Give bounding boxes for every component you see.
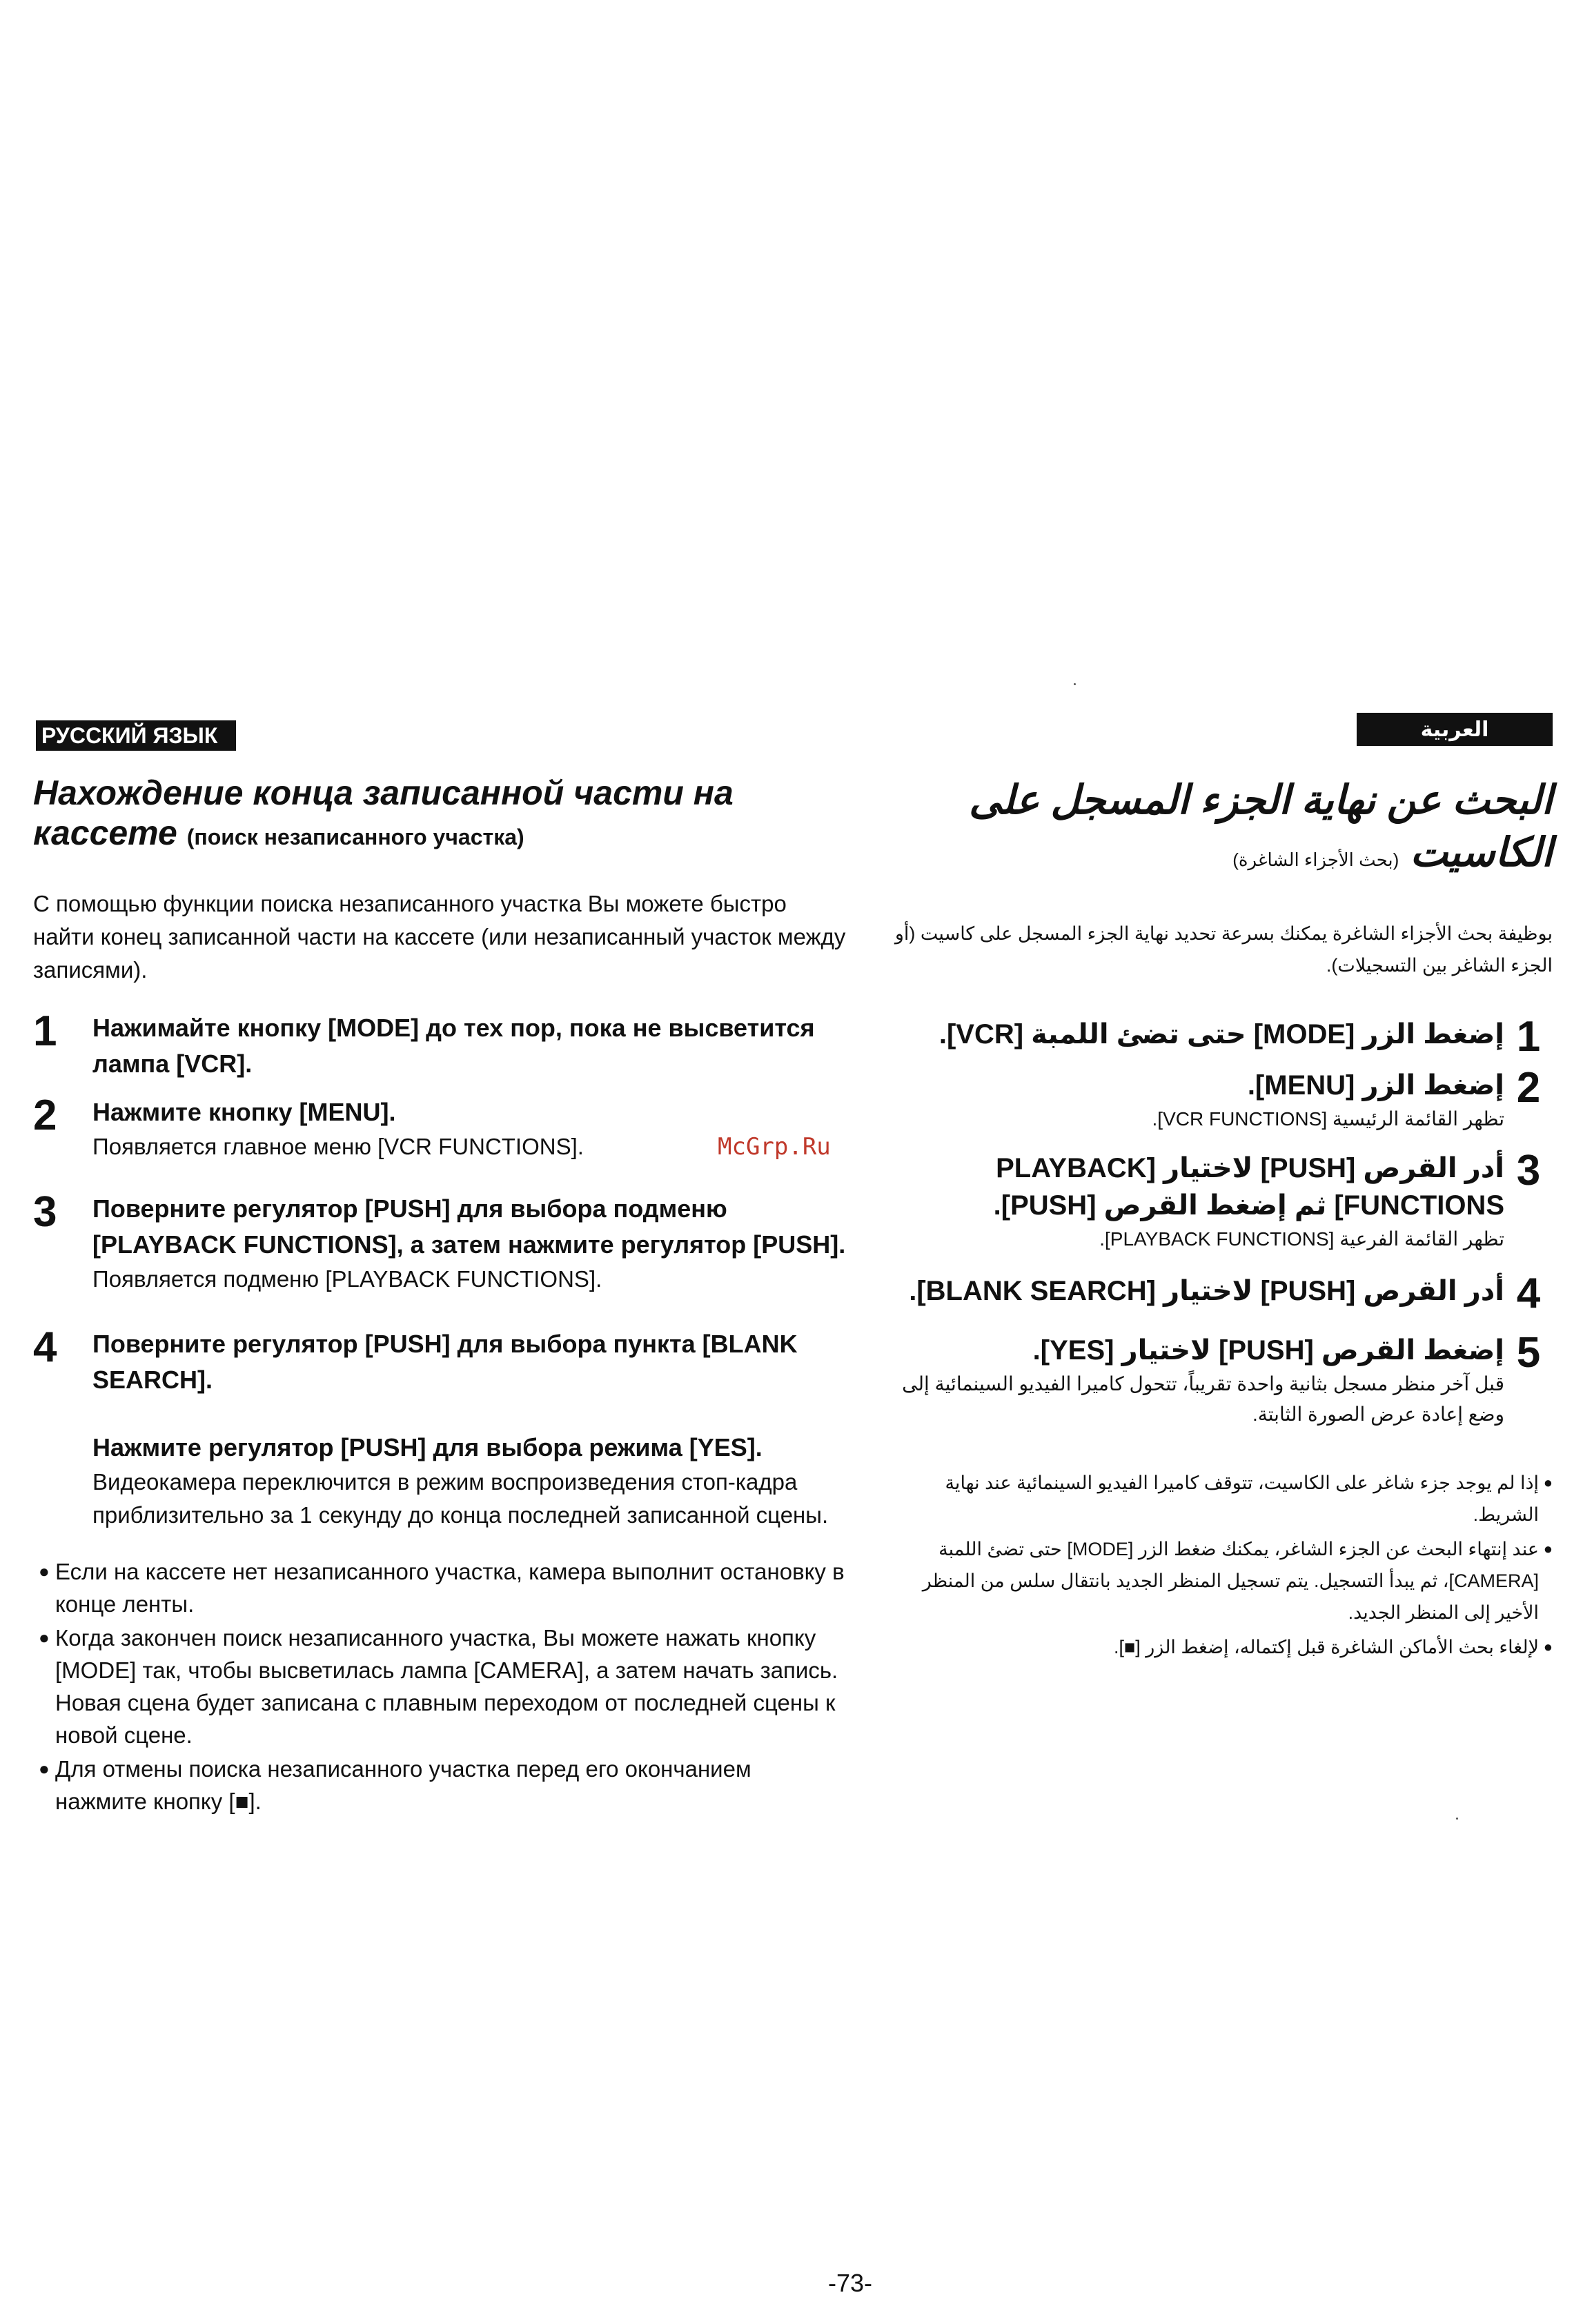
bullet-icon: ● <box>1543 1638 1553 1655</box>
russian-language-tag: РУССКИЙ ЯЗЫК <box>36 720 236 751</box>
list-item: ● إذا لم يوجد جزء شاغر على الكاسيت، تتوقف كاميرا الفيديو السينمائية عند نهاية الشريط. <box>876 1467 1553 1530</box>
step-instruction: Поверните регулятор [PUSH] для выбора пункта [BLANK SEARCH]. <box>92 1330 798 1394</box>
ru-page-title <box>33 773 847 857</box>
ru-title-text: Нахождение конца записанной части на кассете <box>33 774 734 852</box>
arabic-language-tag: العربية <box>1357 713 1553 746</box>
list-item: ● Когда закончен поиск незаписанного участка, Вы можете нажать кнопку [MODE] так, чтобы высветилась лампа [CAMERA], а затем начать запись. Новая сцена будет записана с плавным переходом от последней сцены к новой сцене. <box>39 1622 847 1751</box>
step-number: 3 <box>33 1188 57 1236</box>
step-number: 4 <box>1516 1270 1541 1317</box>
ar-step-2 <box>876 1064 1553 1134</box>
step-number: 2 <box>33 1092 57 1139</box>
page-number: -73- <box>828 2269 873 2297</box>
step-instruction: إضغط الزر [MODE] حتى تضئ اللمبة [VCR]. <box>938 1019 1504 1050</box>
step-instruction: إضغط الزر [MENU]. <box>1247 1070 1504 1101</box>
step-number: 1 <box>33 1007 57 1055</box>
step-instruction: Нажимайте кнопку [MODE] до тех пор, пока не высветится лампа [VCR]. <box>92 1014 815 1078</box>
ar-step-3 <box>876 1147 1553 1254</box>
scan-speck <box>1456 1818 1458 1820</box>
ar-title-text: البحث عن نهاية الجزء المسجل على الكاسيت <box>969 778 1553 875</box>
step-number: 5 <box>1516 1329 1541 1377</box>
watermark-text: McGrp.Ru <box>718 1133 831 1161</box>
step-number: 3 <box>1516 1147 1541 1194</box>
bullet-icon: ● <box>1543 1540 1553 1557</box>
step-instruction: أدر القرص [PUSH] لاختيار [PLAYBACK FUNCTIONS] ثم إضغط القرص [PUSH]. <box>993 1153 1504 1221</box>
ru-step-4 <box>33 1323 847 1532</box>
ar-step-4 <box>876 1272 1553 1315</box>
ar-page-title <box>876 774 1553 886</box>
step-instruction: Нажмите кнопку [MENU]. <box>92 1098 396 1126</box>
ar-intro-text: بوظيفة بحث الأجزاء الشاغرة يمكنك بسرعة تحديد نهاية الجزء المسجل على كاسيت (أو الجزء الشاغر بين التسجيلات). <box>894 923 1553 976</box>
bullet-icon: ● <box>39 1561 50 1582</box>
russian-column <box>33 773 847 1819</box>
ar-notes-list <box>876 1467 1553 1663</box>
step-note: قبل آخر منظر مسجل بثانية واحدة تقريباً، تتحول كاميرا الفيديو السينمائية إلى وضع إعادة عرض الصورة الثابتة. <box>902 1373 1504 1425</box>
step-number: 2 <box>1516 1064 1541 1112</box>
list-item: ● لإلغاء بحث الأماكن الشاغرة قبل إكتماله، إضغط الزر [■]. <box>876 1631 1553 1663</box>
step-instruction: إضغط القرص [PUSH] لاختيار [YES]. <box>1032 1335 1504 1366</box>
ru-notes-list <box>33 1555 847 1818</box>
step-instruction: Поверните регулятор [PUSH] для выбора подменю [PLAYBACK FUNCTIONS], а затем нажмите регулятор [PUSH]. <box>92 1194 846 1259</box>
scan-speck <box>1074 683 1076 685</box>
step-number: 4 <box>33 1323 57 1371</box>
ru-step-3 <box>33 1188 847 1296</box>
step-note: Видеокамера переключится в режим воспроизведения стоп-кадра приблизительно за 1 секунду до конца последней записанной сцены. <box>92 1469 829 1528</box>
ar-step-5 <box>876 1329 1553 1430</box>
bullet-icon: ● <box>1543 1474 1553 1491</box>
list-item: ● Для отмены поиска незаписанного участка перед его окончанием нажмите кнопку [■]. <box>39 1753 847 1818</box>
step-number: 1 <box>1516 1013 1541 1061</box>
ar-subtitle: (بحث الأجزاء الشاغرة) <box>1232 849 1399 870</box>
ru-subtitle: (поиск незаписанного участка) <box>186 825 524 849</box>
bullet-icon: ● <box>39 1758 50 1779</box>
step-instruction-secondary: Нажмите регулятор [PUSH] для выбора режима [YES]. <box>92 1433 763 1461</box>
ru-intro-text: С помощью функции поиска незаписанного участка Вы можете быстро найти конец записанной части на кассете (или незаписанный участок между записями). <box>33 891 846 983</box>
step-instruction: أدر القرص [PUSH] لاختيار [BLANK SEARCH]. <box>909 1276 1504 1306</box>
list-item: ● Если на кассете нет незаписанного участка, камера выполнит остановку в конце ленты. <box>39 1555 847 1620</box>
list-item: ● عند إنتهاء البحث عن الجزء الشاغر، يمكنك ضغط الزر [MODE] حتى تضئ اللمبة [CAMERA]، ثم يبدأ التسجيل. يتم تسجيل المنظر الجديد بانتقال سلس من المنظر الأخير إلى المنظر الجديد. <box>876 1533 1553 1628</box>
ru-step-1 <box>33 1007 847 1082</box>
bullet-icon: ● <box>39 1627 50 1648</box>
arabic-column <box>876 774 1553 1666</box>
step-note: تظهر القائمة الفرعية [PLAYBACK FUNCTIONS]. <box>1099 1228 1504 1250</box>
step-note: Появляется главное меню [VCR FUNCTIONS]. <box>92 1134 584 1159</box>
ar-step-1 <box>876 1013 1553 1061</box>
step-note: Появляется подменю [PLAYBACK FUNCTIONS]. <box>92 1266 602 1292</box>
step-note: تظهر القائمة الرئيسية [VCR FUNCTIONS]. <box>1152 1108 1504 1130</box>
